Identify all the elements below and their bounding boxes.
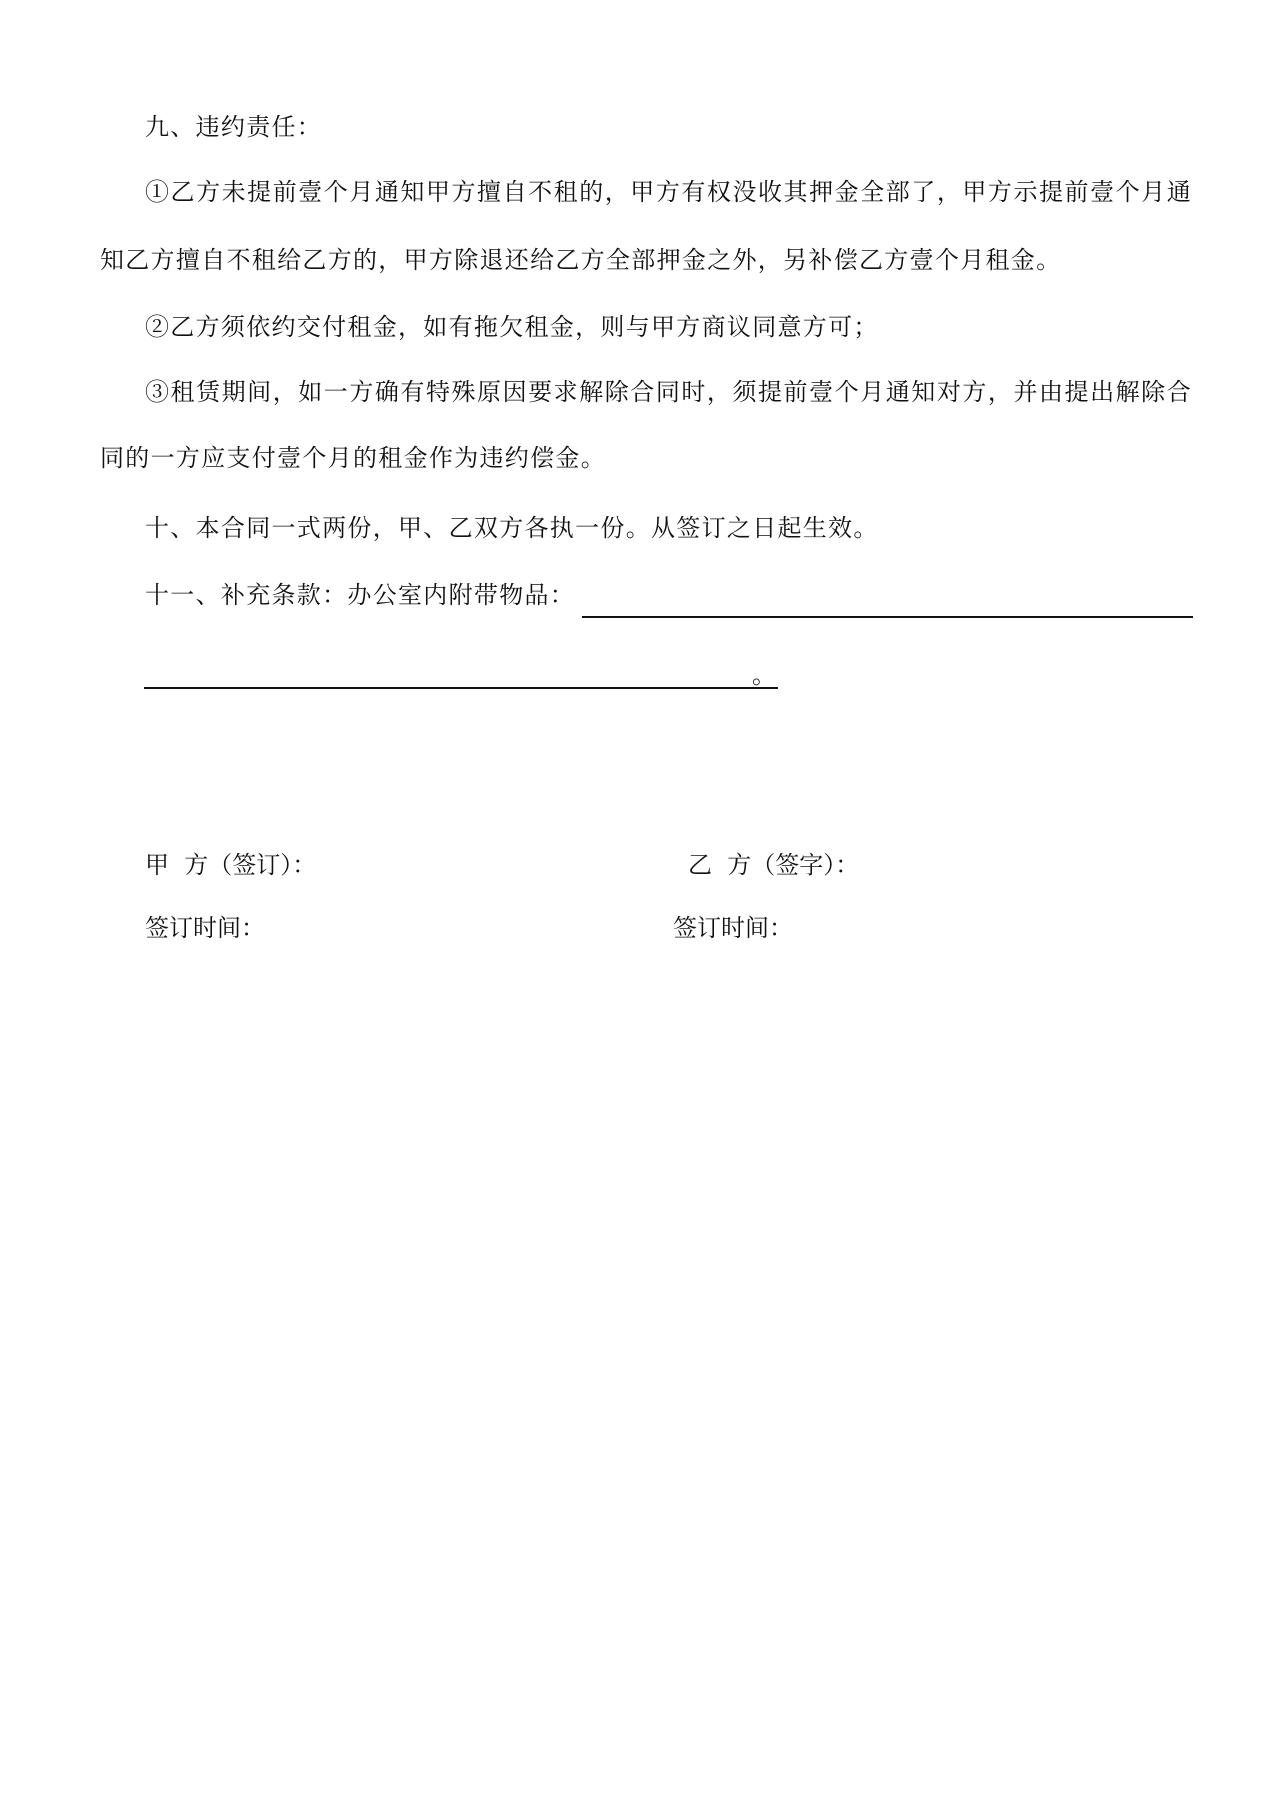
section-9-item-2: ②乙方须依约交付租金，如有拖欠租金，则与甲方商议同意方可； [145,313,879,341]
section-9-item-1-line-1: ①乙方未提前壹个月通知甲方擅自不租的，甲方有权没收其押金全部了，甲方示提前壹个月通 [145,178,1192,206]
supplementary-items-fill-line-2[interactable] [144,687,778,689]
section-9-item-3-line-1: ③租赁期间，如一方确有特殊原因要求解除合同时，须提前壹个月通知对方，并由提出解除合 [145,378,1192,406]
party-a-date-label: 签订时间： [145,914,265,942]
section-9-item-3-line-2: 同的一方应支付壹个月的租金作为违约偿金。 [100,444,606,472]
section-11-label: 十一、补充条款：办公室内附带物品： [145,581,576,609]
party-b-date-label: 签订时间： [673,914,793,942]
party-b-signature-label: 乙 方（签字）： [688,851,860,879]
section-11-end-mark: 。 [752,661,776,689]
section-10-text: 十、本合同一式两份，甲、乙双方各执一份。从签订之日起生效。 [145,514,879,542]
party-a-signature-label: 甲 方（签订）： [145,851,317,879]
supplementary-items-fill-line-1[interactable] [582,616,1193,618]
section-9-item-1-line-2: 知乙方擅自不租给乙方的，甲方除退还给乙方全部押金之外，另补偿乙方壹个月租金。 [100,246,1062,274]
section-9-heading: 九、违约责任： [145,113,323,141]
